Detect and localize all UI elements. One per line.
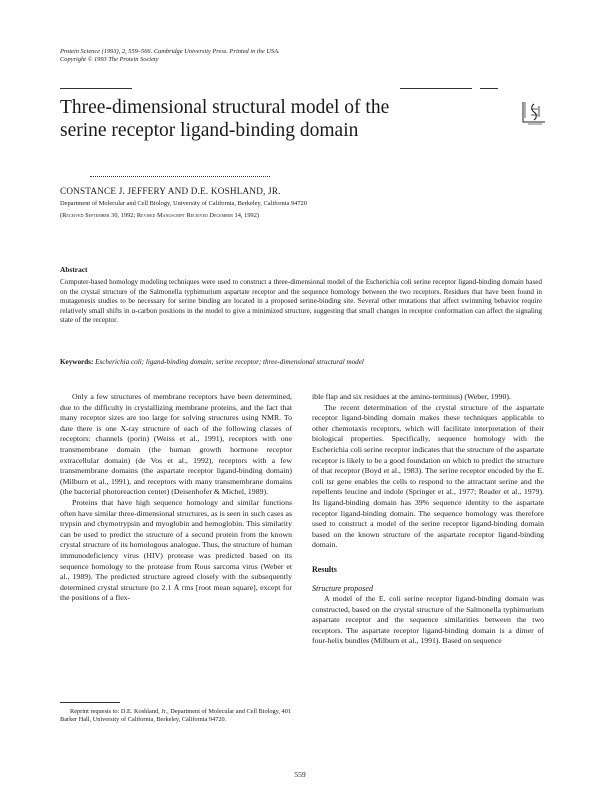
column-right (312, 392, 544, 647)
header-rule-right (400, 88, 472, 89)
protein-society-logo-icon (520, 100, 548, 126)
keywords-label: Keywords: (60, 358, 94, 366)
journal-citation: Protein Science (1993), 2, 559–566. Cambridge University Press. Printed in the USA. (60, 48, 280, 55)
paragraph: ible flap and six residues at the amino-terminus) (Weber, 1990). (312, 392, 511, 401)
article-title (60, 96, 440, 142)
page-number: 559 (294, 770, 306, 779)
keywords-text: Escherichia coli; ligand-binding domain; serine receptor; three-dimensional structural model (95, 358, 364, 366)
paragraph: Only a few structures of membrane receptors have been determined, due to the difficulty in crystallizing membrane proteins, and the fact that many receptor sizes are too large for solving structures using NMR. To date there is one X-ray structure of each of the following classes of receptors: channels (porin) (Weiss et al., 1991), receptors with one transmembrane domain (the human growth hormone receptor extracellular domain) (de Vos et al., 1992), receptors with a few transmembrane domains (the aspartate receptor ligand-binding domain) (Milburn et al., 1991), and receptors with many transmembrane domains (the bacterial photoreaction center) (Deisenhofer & Michel, 1989). (60, 392, 292, 497)
header-rule-left (60, 88, 132, 89)
column-left (60, 392, 292, 604)
received-dates: (Received September 30, 1992; Revised Manuscript Received December 14, 1992) (60, 212, 260, 219)
title-rule (90, 176, 270, 177)
header-rule-right-short (480, 88, 498, 89)
abstract-heading: Abstract (60, 265, 88, 274)
title-line-2: serine receptor ligand-binding domain (60, 120, 359, 141)
journal-header (60, 48, 360, 64)
authors: CONSTANCE J. JEFFERY AND D.E. KOSHLAND, JR. (60, 186, 281, 196)
footnote-rule (60, 702, 120, 703)
title-line-1: Three-dimensional structural model of the (60, 97, 390, 118)
footnote (60, 708, 292, 724)
results-heading: Results (312, 564, 337, 574)
abstract-body: Computer-based homology modeling techniques were used to construct a three-dimensional model of the Escherichia coli serine receptor ligand-binding domain based on the crystal structure of the Salmonella typhimurium aspartate receptor and the sequence homology between the two receptors. Residues that have been found in mutagenesis studies to be necessary for serine binding are located in a proposed serine-binding site. Several other mutations that affect swimming behavior require relatively small shifts in α-carbon positions in the model to give a minimized structure, suggesting that small changes in receptor conformation can affect the signaling state of the receptor. (60, 278, 542, 324)
subsection-heading: Structure proposed (312, 583, 373, 593)
copyright-line: Copyright © 1993 The Protein Society (60, 56, 159, 63)
keywords (60, 358, 542, 368)
reprint-request: Reprint requests to: D.E. Koshland, Jr., Department of Molecular and Cell Biology, 401 Barker Hall, University of California, Berkeley, California 94720. (60, 708, 291, 723)
paragraph: The recent determination of the crystal structure of the aspartate receptor ligand-binding domain makes these techniques applicable to other chemotaxis receptors, which will facilitate interpretation of their biological properties. Specifically, sequence homology with the Escherichia coli serine receptor indicates that the structure of the aspartate receptor is likely to be a good foundation on which to predict the structure of that receptor (Boyd et al., 1983). The serine receptor encoded by the E. coli tsr gene enables the cells to respond to the attractant serine and the repellents leucine and indole (Springer et al., 1977; Reader et al., 1979). Its ligand-binding domain has 39% sequence identity to the aspartate receptor ligand-binding domain. The sequence homology was therefore used to construct a model of the serine receptor ligand-binding domain based on the known structure of the aspartate receptor ligand-binding domain. (312, 402, 544, 550)
paragraph: A model of the E. coli serine receptor ligand-binding domain was constructed, based on the crystal structure of the Salmonella typhimurium aspartate receptor and the sequence similarities between the two receptors. The aspartate receptor ligand-binding domain is a dimer of four-helix bundles (Milburn et al., 1991). Based on sequence (312, 594, 544, 646)
paragraph: Proteins that have high sequence homology and similar functions often have similar three-dimensional structures, as is seen in such cases as trypsin and chymotrypsin and myoglobin and hemoglobin. This similarity can be used to predict the structure of a second protein from the known crystal structure of its homologous analogue. Thus, the structure of human immunodeficiency virus (HIV) protease was predicted based on its sequence homology to the protease from Rous sarcoma virus (Weber et al., 1989). The predicted structure agreed closely with the subsequently determined crystal structure (to 2.1 Å rms [root mean square], except for the positions of a flex- (60, 497, 292, 603)
affiliation: Department of Molecular and Cell Biology, University of California, Berkeley, California 94720 (60, 200, 307, 207)
